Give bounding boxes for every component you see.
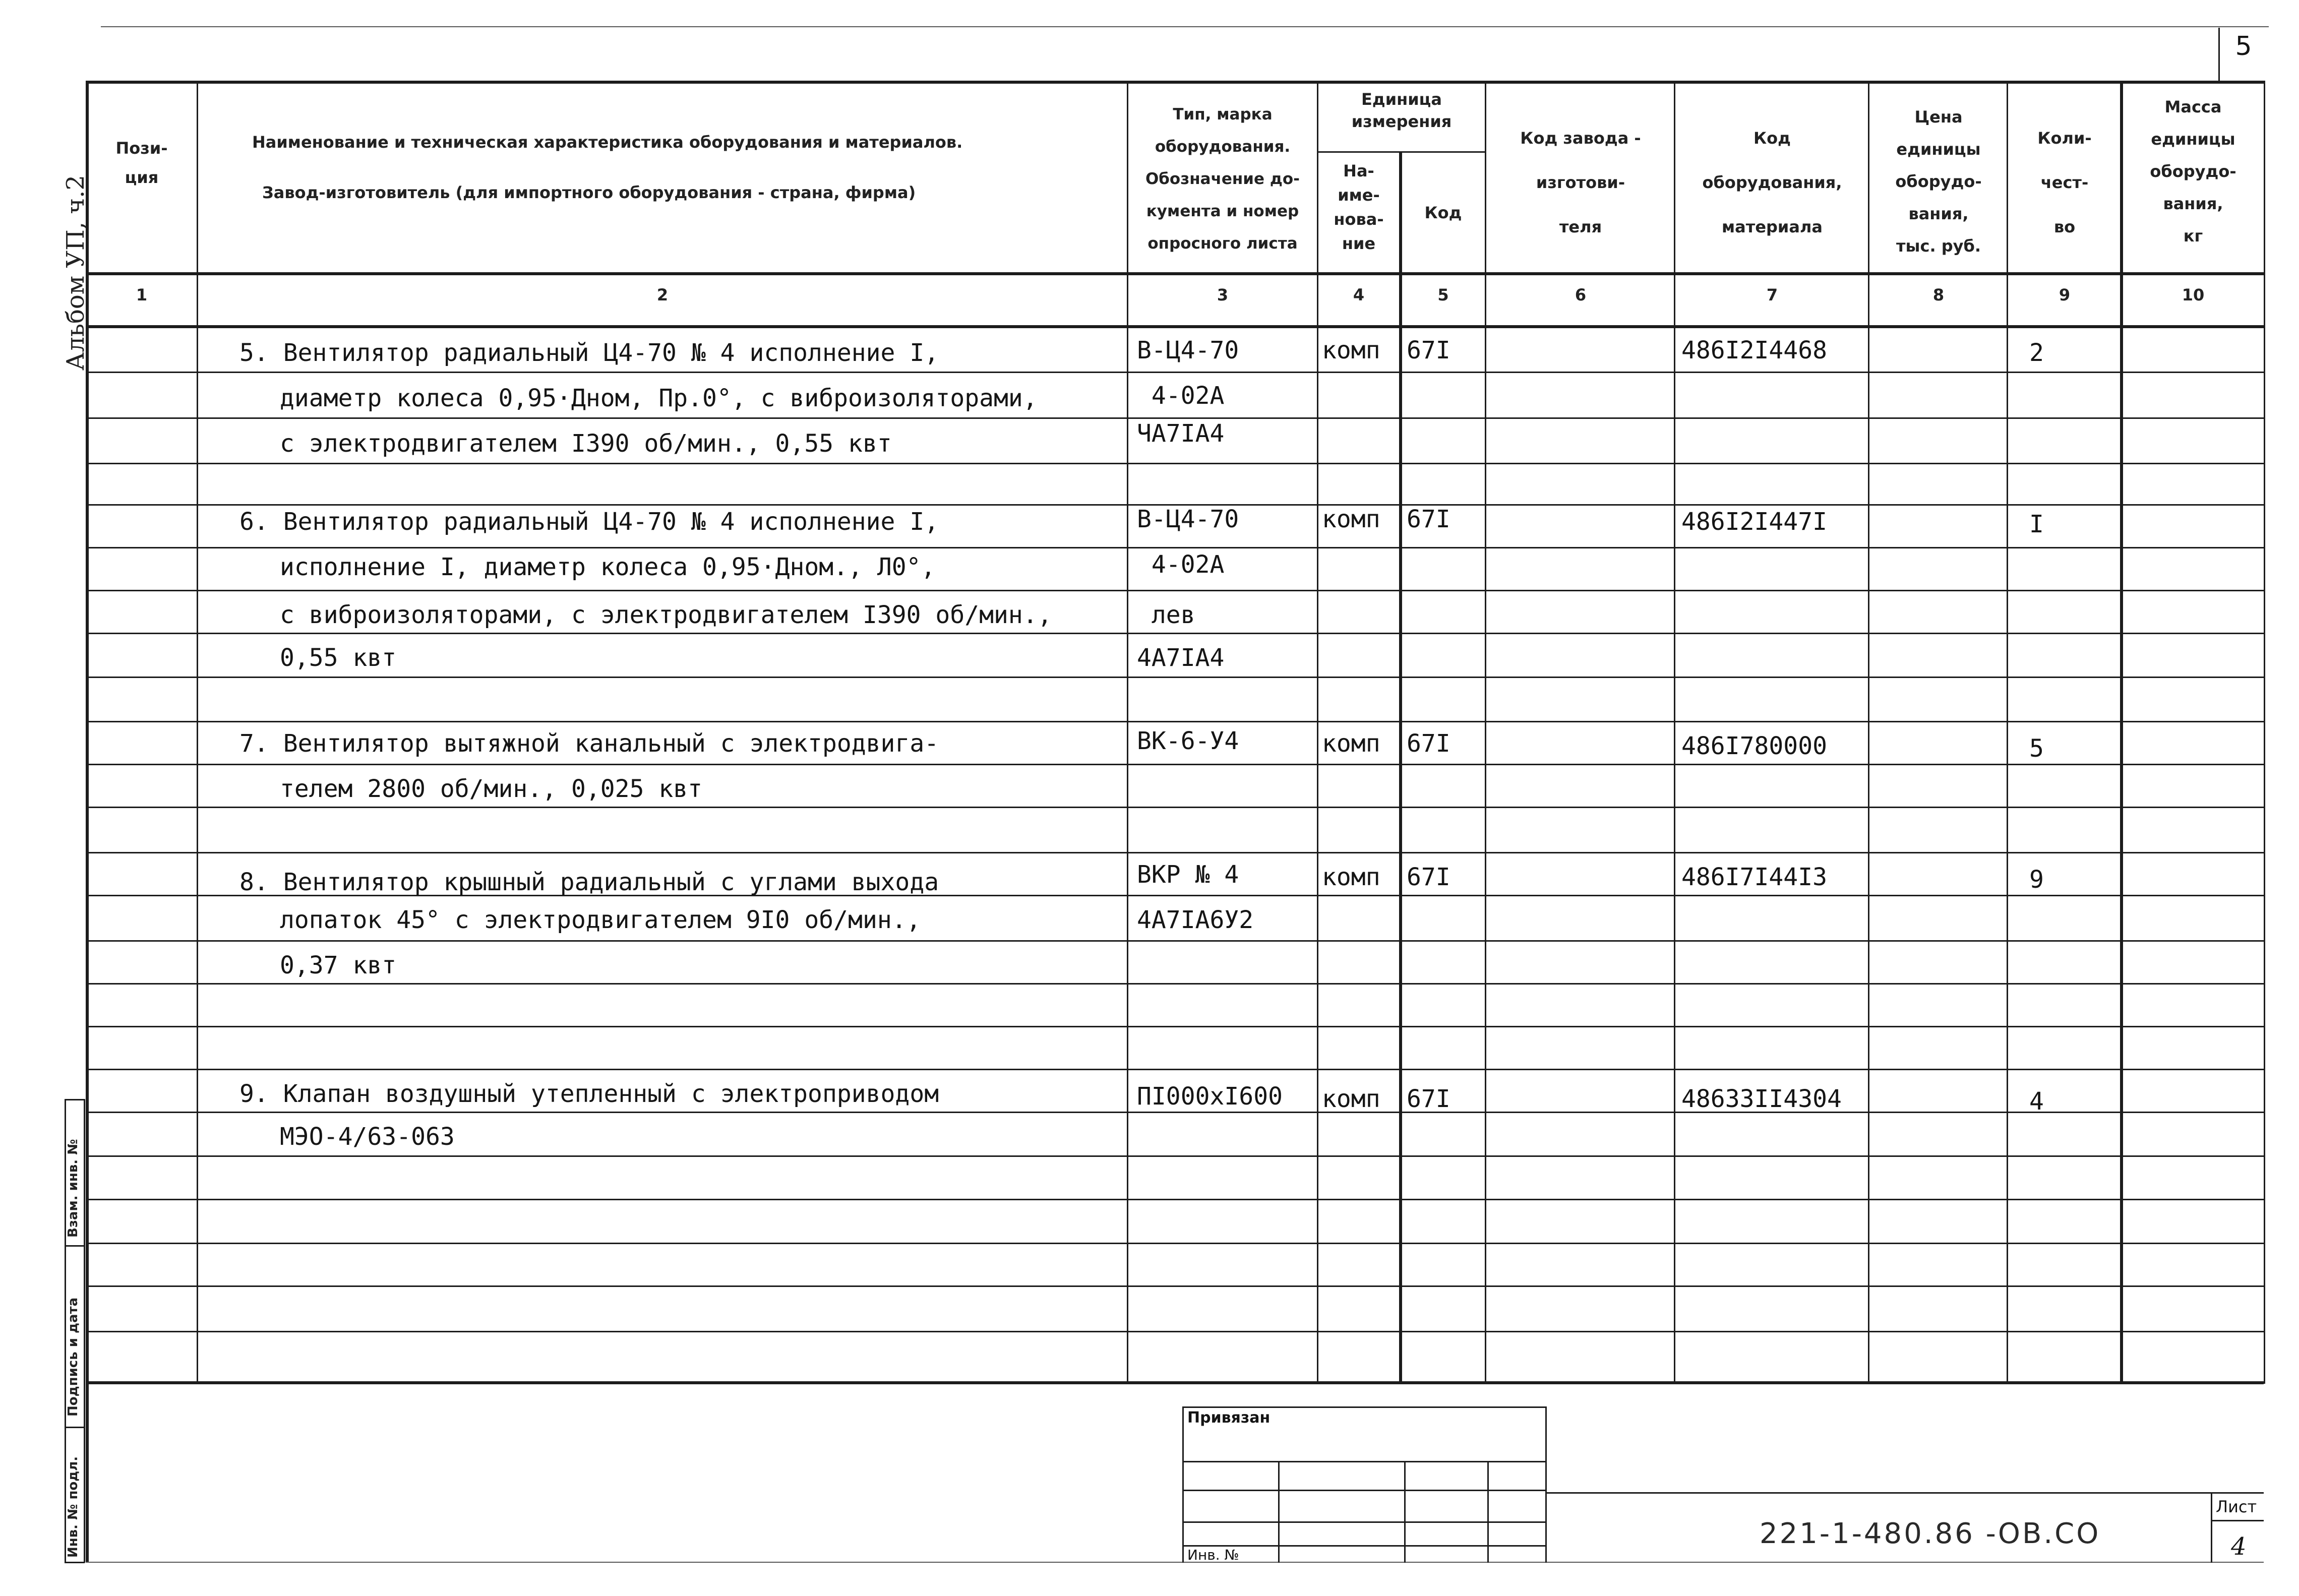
header-name-line2: Завод-изготовитель (для импортного оборудования - страна, фирма) bbox=[262, 183, 916, 202]
header-unit-code: Код bbox=[1424, 203, 1462, 222]
item-8-code: 486I7I44I3 bbox=[1681, 863, 1827, 891]
item-6-name-1: 6. Вентилятор радиальный Ц4-70 № 4 исполнение I, bbox=[239, 508, 939, 536]
row-line bbox=[86, 463, 2264, 464]
page-bottom-line bbox=[86, 1562, 2264, 1563]
item-6-name-4: 0,55 квт bbox=[280, 644, 397, 672]
list-box-divider bbox=[2211, 1520, 2264, 1521]
item-8-name-1: 8. Вентилятор крышный радиальный с углами выхода bbox=[239, 868, 939, 896]
colnum-10: 10 bbox=[2182, 285, 2205, 304]
header-type: Тип, марка оборудования. Обозначение до- кумента и номер опросного листа bbox=[1145, 105, 1300, 253]
stamp-col-2 bbox=[1404, 1461, 1406, 1563]
top-edge-line bbox=[101, 26, 2269, 27]
side-label-podpis: Подпись и дата bbox=[66, 1297, 81, 1417]
item-6-code: 486I2I447I bbox=[1681, 508, 1827, 536]
item-9-name-1: 9. Клапан воздушный утепленный с электроприводом bbox=[239, 1080, 939, 1108]
col-line-1 bbox=[197, 81, 198, 1384]
col-line-3 bbox=[1317, 81, 1318, 1384]
item-8-unit-code: 67I bbox=[1407, 863, 1450, 891]
item-7-name-1: 7. Вентилятор вытяжной канальный с электродвига- bbox=[239, 729, 939, 758]
col-line-7 bbox=[1868, 81, 1869, 1384]
item-7-qty: 5 bbox=[2029, 734, 2044, 763]
colnum-3: 3 bbox=[1217, 285, 1229, 304]
row-line bbox=[86, 633, 2264, 634]
col-line-2 bbox=[1127, 81, 1128, 1384]
header-name-line1: Наименование и техническая характеристика оборудования и материалов. bbox=[252, 133, 963, 152]
item-9-type-1: ПI000хI600 bbox=[1137, 1082, 1283, 1111]
side-strip-top bbox=[65, 1099, 85, 1100]
colnum-bottom-line bbox=[86, 325, 2264, 328]
stamp-row-1 bbox=[1182, 1461, 1546, 1462]
side-strip-bottom bbox=[65, 1562, 85, 1563]
colnum-6: 6 bbox=[1575, 285, 1587, 304]
item-7-name-2: телем 2800 об/мин., 0,025 квт bbox=[280, 775, 703, 803]
item-9-unit-code: 67I bbox=[1407, 1085, 1450, 1113]
side-strip-div2 bbox=[65, 1427, 85, 1428]
header-quantity: Коли- чест- во bbox=[2037, 129, 2092, 236]
item-5-name-2: диаметр колеса 0,95·Дном, Пр.0°, с виброизоляторами, bbox=[280, 384, 1038, 412]
header-factory-code: Код завода - изготови- теля bbox=[1520, 129, 1641, 236]
list-number: 4 bbox=[2231, 1532, 2247, 1561]
stamp-privyazan: Привязан bbox=[1187, 1409, 1270, 1427]
col-line-5 bbox=[1485, 81, 1486, 1384]
stamp-col-3 bbox=[1487, 1461, 1489, 1563]
row-line bbox=[86, 1026, 2264, 1027]
colnum-2: 2 bbox=[656, 285, 669, 304]
item-5-type-1: В-Ц4-70 bbox=[1137, 336, 1239, 364]
colnum-1: 1 bbox=[136, 285, 148, 304]
row-line bbox=[86, 372, 2264, 373]
stamp-box-top bbox=[1182, 1406, 1546, 1408]
row-line bbox=[86, 807, 2264, 808]
side-label-inv-podl: Инв. № подл. bbox=[66, 1456, 81, 1558]
item-8-name-2: лопаток 45° с электродвигателем 9I0 об/мин., bbox=[280, 906, 921, 934]
item-5-type-2: 4-02А bbox=[1137, 382, 1225, 410]
row-line bbox=[86, 1199, 2264, 1200]
item-5-name-3: с электродвигателем I390 об/мин., 0,55 квт bbox=[280, 429, 892, 458]
header-bottom-line bbox=[86, 272, 2264, 275]
stamp-row-2 bbox=[1182, 1490, 1546, 1491]
item-7-unit-code: 67I bbox=[1407, 729, 1450, 758]
row-line bbox=[86, 1112, 2264, 1113]
stamp-row-3 bbox=[1182, 1521, 1546, 1523]
item-5-qty: 2 bbox=[2029, 339, 2044, 367]
page-box-left bbox=[2218, 28, 2220, 81]
item-8-qty: 9 bbox=[2029, 866, 2044, 894]
item-7-code: 486I780000 bbox=[1681, 732, 1827, 760]
side-strip-div1 bbox=[65, 1245, 85, 1247]
item-5-unit-code: 67I bbox=[1407, 336, 1450, 364]
colnum-8: 8 bbox=[1932, 285, 1945, 304]
item-5-name-1: 5. Вентилятор радиальный Ц4-70 № 4 исполнение I, bbox=[239, 339, 939, 367]
side-strip-mid bbox=[84, 1099, 85, 1563]
side-label-vzam: Взам. инв. № bbox=[66, 1139, 81, 1238]
header-mass: Масса единицы оборудо- вания, кг bbox=[2150, 97, 2236, 245]
colnum-9: 9 bbox=[2059, 285, 2071, 304]
list-label: Лист bbox=[2216, 1497, 2257, 1516]
unit-header-divider bbox=[1317, 151, 1485, 153]
item-5-unit: комп bbox=[1322, 336, 1380, 364]
doc-code: 221-1-480.86 -ОВ.СО bbox=[1760, 1517, 2101, 1550]
item-6-qty: I bbox=[2029, 510, 2044, 538]
table-right-border bbox=[2264, 81, 2265, 1384]
item-9-unit: комп bbox=[1322, 1085, 1380, 1113]
item-6-type-2: 4-02А bbox=[1137, 550, 1225, 579]
row-line bbox=[86, 677, 2264, 678]
header-price: Цена единицы оборудо- вания, тыс. руб. bbox=[1895, 107, 1982, 256]
side-album-title: Альбом УП, ч.2 bbox=[62, 175, 90, 371]
item-7-unit: комп bbox=[1322, 729, 1380, 758]
item-8-unit: комп bbox=[1322, 863, 1380, 891]
row-line bbox=[86, 1243, 2264, 1244]
stamp-inv-no: Инв. № bbox=[1187, 1547, 1239, 1563]
header-equipment-code: Код оборудования, материала bbox=[1702, 129, 1842, 236]
item-6-name-2: исполнение I, диаметр колеса 0,95·Дном., Л0°, bbox=[280, 553, 936, 581]
colnum-7: 7 bbox=[1766, 285, 1778, 304]
item-6-type-4: 4А7IА4 bbox=[1137, 644, 1225, 672]
row-line bbox=[86, 1155, 2264, 1157]
colnum-5: 5 bbox=[1437, 285, 1449, 304]
table-body-bottom bbox=[86, 1381, 2264, 1384]
row-line bbox=[86, 1331, 2264, 1332]
item-8-name-3: 0,37 квт bbox=[280, 951, 397, 979]
col-line-6 bbox=[1674, 81, 1675, 1384]
row-line bbox=[86, 590, 2264, 591]
item-8-type-2: 4А7IА6У2 bbox=[1137, 906, 1254, 934]
row-line bbox=[86, 940, 2264, 942]
row-line bbox=[86, 983, 2264, 985]
header-position: Пози- ция bbox=[115, 139, 168, 187]
header-unit-group: Единица измерения bbox=[1351, 90, 1452, 131]
page-number: 5 bbox=[2235, 31, 2252, 62]
header-unit-name: На- име- нова- ние bbox=[1334, 161, 1384, 253]
item-6-unit: комп bbox=[1322, 505, 1380, 533]
item-5-type-3: ЧА7IА4 bbox=[1137, 419, 1225, 448]
row-line bbox=[86, 1285, 2264, 1287]
table-top-border bbox=[86, 81, 2264, 84]
row-line bbox=[86, 547, 2264, 548]
item-6-unit-code: 67I bbox=[1407, 505, 1450, 533]
item-8-type-1: ВКР № 4 bbox=[1137, 861, 1239, 889]
row-line bbox=[86, 852, 2264, 853]
row-line bbox=[86, 1069, 2264, 1070]
item-6-type-3: лев bbox=[1137, 601, 1195, 629]
col-line-9 bbox=[2120, 81, 2123, 1384]
item-9-qty: 4 bbox=[2029, 1087, 2044, 1116]
colnum-4: 4 bbox=[1353, 285, 1365, 304]
stamp-box-right bbox=[1545, 1406, 1547, 1563]
item-5-code: 486I2I4468 bbox=[1681, 336, 1827, 364]
item-6-type-1: В-Ц4-70 bbox=[1137, 505, 1239, 533]
item-9-code: 48633II4304 bbox=[1681, 1085, 1842, 1113]
col-line-8 bbox=[2007, 81, 2008, 1384]
code-block-top bbox=[1545, 1492, 2264, 1494]
stamp-col-1 bbox=[1278, 1461, 1280, 1563]
item-7-type-1: ВК-6-У4 bbox=[1137, 727, 1239, 755]
row-line bbox=[86, 764, 2264, 765]
row-line bbox=[86, 721, 2264, 722]
item-6-name-3: с виброизоляторами, с электродвигателем I390 об/мин., bbox=[280, 601, 1052, 629]
stamp-box-left bbox=[1182, 1406, 1184, 1563]
list-box-left bbox=[2211, 1492, 2212, 1563]
item-9-name-2: МЭО-4/63-063 bbox=[280, 1123, 455, 1151]
